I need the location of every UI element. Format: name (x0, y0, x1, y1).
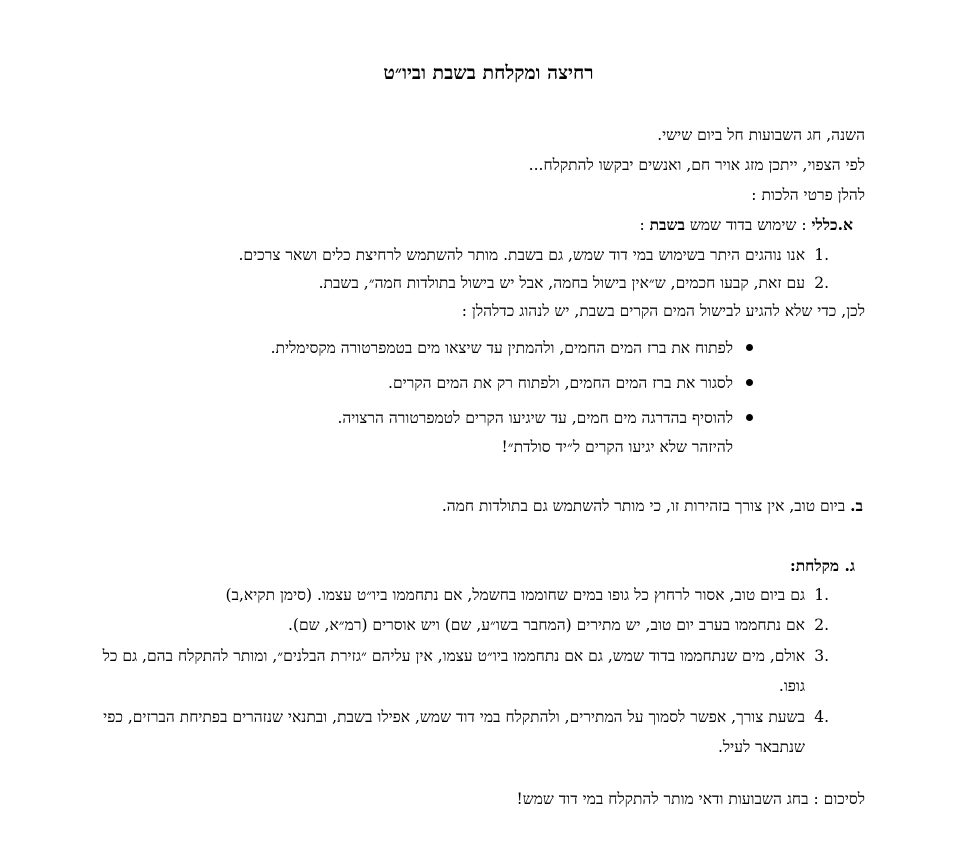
item-text: אולם, מים שנתחממו בדוד שמש, גם אם נתחממו ביו״ט עצמו, אין עליהם ״גזירת הבלנים״, ומותר להתקלח בהם, גם כל גופו. (102, 647, 805, 695)
item-text: אם נתחממו בערב יום טוב, יש מתירים (המחבר בשו״ע, שם) ויש אוסרים (רמ״א, שם). (287, 616, 805, 634)
section-b-line (442, 496, 863, 516)
item-text: גם ביום טוב, אסור לרחוץ כל גופו במים שחוממו בחשמל, אם נתחממו ביו״ט עצמו. (סימן תקיא,ב) (225, 586, 805, 604)
section-c-item (75, 641, 865, 701)
item-number: 4. (814, 708, 829, 726)
summary-line: לסיכום : בחג השבועות ודאי מותר להתקלח במי דוד שמש! (516, 790, 865, 808)
section-a-bold-word: בשבת (649, 215, 685, 234)
section-a-letter: א. (837, 215, 853, 234)
bullet-dot (746, 344, 753, 351)
intro-line-1: השנה, חג השבועות חל ביום שישי. (657, 126, 865, 144)
section-a-end: : (639, 216, 650, 234)
intro-line-3: להלן פרטי הלכות : (751, 186, 865, 204)
item-number: 2. (814, 274, 829, 292)
bullet-text: לפתוח את ברז המים החמים, ולהמתין עד שיצאו מים בטמפרטורה מקסימלית. (270, 339, 733, 357)
section-b-letter: ב. (850, 496, 863, 515)
section-a-item (75, 268, 865, 298)
bullet-item (85, 333, 865, 363)
section-a-colon: : (796, 216, 812, 234)
section-a-therefore: לכן, כדי שלא להגיע לבישול המים הקרים בשבת, יש לנהוג כדלהלן : (461, 302, 865, 320)
bullet-dot (746, 414, 753, 421)
section-a-item (75, 240, 865, 270)
bullet-dot (746, 379, 753, 386)
item-text: בשעת צורך, אפשר לסמוך על המתירים, ולהתקלח במי דוד שמש, אפילו בשבת, ובתנאי שנזהרים בפתיחת הברזים, כפי שנתבאר לעיל. (103, 708, 805, 756)
section-c-heading: ג. מקלחת: (790, 556, 855, 575)
item-number: 2. (814, 616, 829, 634)
section-c-item (75, 702, 865, 762)
warning-line (85, 432, 865, 462)
item-number: 1. (814, 586, 829, 604)
item-text: אנו נוהגים היתר בשימוש במי דוד שמש, גם בשבת. מותר להשתמש לרחיצת כלים ושאר צרכים. (238, 246, 805, 264)
bullet-text: לסגור את ברז המים החמים, ולפתוח רק את המים הקרים. (388, 374, 733, 392)
item-text: עם זאת, קבעו חכמים, ש״אין בישול בחמה, אבל יש בישול בתולדות חמה״, בשבת. (318, 274, 805, 292)
item-number: 3. (814, 647, 829, 665)
section-b-text: ביום טוב, אין צורך בזהירות זו, כי מותר להשתמש גם בתולדות חמה. (441, 497, 851, 515)
section-c-item (75, 580, 865, 610)
section-a-heading (639, 215, 853, 235)
item-number: 1. (814, 246, 829, 264)
section-c-item (75, 610, 865, 640)
bullet-text: להוסיף בהדרגה מים חמים, עד שיגיעו הקרים לטמפרטורה הרצויה. (337, 409, 733, 427)
bullet-item (85, 368, 865, 398)
warning-text: להיזהר שלא יגיעו הקרים ל״יד סולדת״! (501, 438, 733, 456)
section-a-label: כללי (811, 215, 838, 234)
intro-line-2: לפי הצפוי, ייתכן מזג אויר חם, ואנשים יבקשו להתקלח... (528, 156, 865, 174)
bullet-item (85, 403, 865, 433)
section-a-text: שימוש בדוד שמש (684, 216, 797, 234)
document-title: רחיצה ומקלחת בשבת וביו״ט (383, 62, 594, 84)
